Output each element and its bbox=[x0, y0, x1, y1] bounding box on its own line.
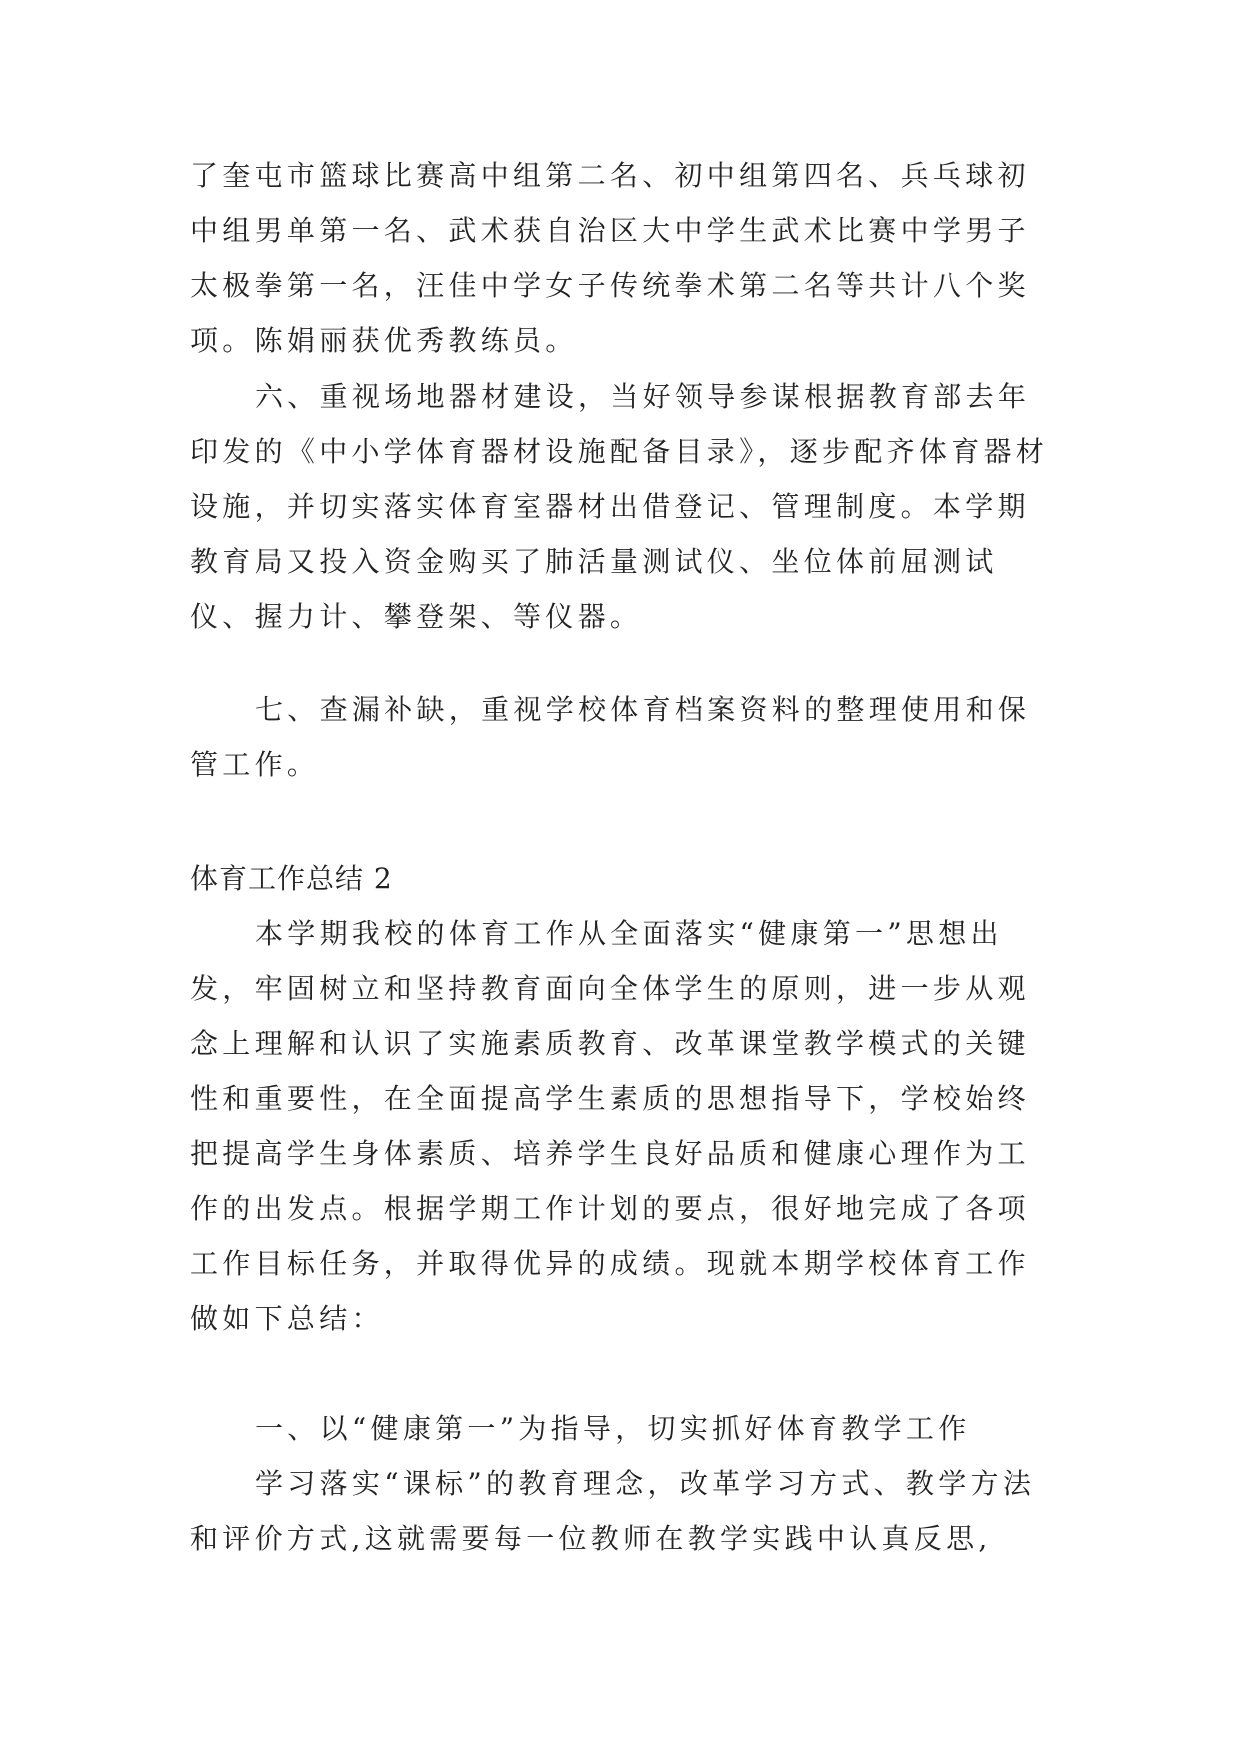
paragraph-point-one: 一、以“健康第一”为指导，切实抓好体育教学工作 bbox=[255, 1412, 971, 1445]
section-heading: 体育工作总结 2 bbox=[190, 862, 393, 895]
paragraph-awards-continued: 了奎屯市篮球比赛高中组第二名、初中组第四名、兵乓球初中组男单第一名、武术获自治区大中学生武术比赛中学男子太极拳第一名，汪佳中学女子传统拳术第二名等共计八个奖项。陈娟丽获优秀教练员。 bbox=[190, 159, 1030, 357]
paragraph-equipment: 六、重视场地器材建设，当好领导参谋根据教育部去年印发的《中小学体育器材设施配备目录》，逐步配齐体育器材设施，并切实落实体育室器材出借登记、管理制度。本学期教育局又投入资金购买了肺活量测试仪、坐位体前屈测试仪、握力计、攀登架、等仪器。 bbox=[190, 380, 1049, 633]
paragraph-curriculum: 学习落实“课标”的教育理念，改革学习方式、教学方法和评价方式,这就需要每一位教师在教学实践中认真反思, bbox=[190, 1467, 1036, 1555]
paragraph-archives: 七、查漏补缺，重视学校体育档案资料的整理使用和保管工作。 bbox=[190, 693, 1031, 781]
paragraph-summary-intro: 本学期我校的体育工作从全面落实“健康第一”思想出发，牢固树立和坚持教育面向全体学生的原则，进一步从观念上理解和认识了实施素质教育、改革课堂教学模式的关键性和重要性，在全面提高学生素质的思想指导下，学校始终把提高学生身体素质、培养学生良好品质和健康心理作为工作的出发点。根据学期工作计划的要点，很好地完成了各项工作目标任务，并取得优异的成绩。现就本期学校体育工作做如下总结： bbox=[190, 917, 1030, 1335]
